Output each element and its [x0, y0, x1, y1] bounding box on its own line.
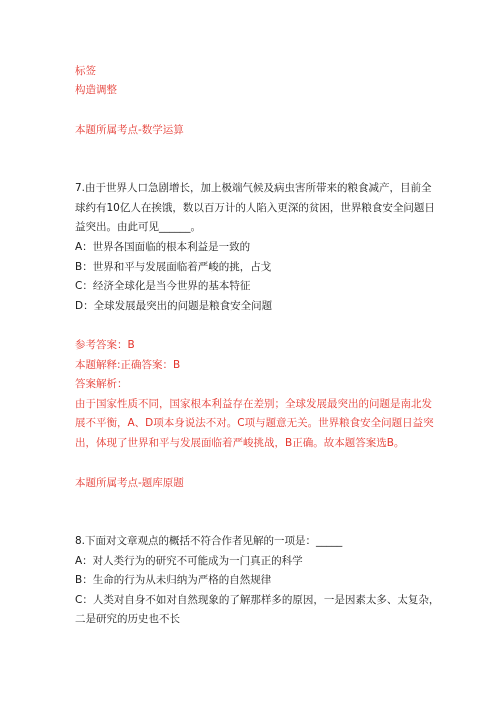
question-8-option-c-line-2: 二是研究的历史也不长	[75, 613, 180, 625]
explanation-answer: 本题解释:正确答案：B	[75, 359, 181, 371]
question-7-option-b: B：世界和平与发展面临着严峻的挑，占戈	[75, 261, 272, 273]
question-7-stem-line-3: 益突出。由此可见______。	[75, 221, 201, 233]
analysis-line-1: 由于国家性质不同，国家根本利益存在差别；全球发展最突出的问题是南北发	[75, 398, 432, 410]
analysis-line-3: 出，体现了世界和平与发展面临着严峻挑战，B正确。故本题答案选B。	[75, 437, 405, 449]
question-7-stem-line-1: 7.由于世界人口急剧增长，加上极端气候及病虫害所带来的粮食减产，目前全	[75, 182, 432, 194]
question-7-stem-line-2: 球约有10亿人在挨饿，数以百万计的人陷入更深的贫困，世界粮食安全问题日	[75, 202, 435, 214]
question-8-option-a: A：对人类行为的研究不可能成为一门真正的科学	[75, 555, 303, 567]
question-7-option-c: C：经济全球化是当今世界的基本特征	[75, 280, 251, 292]
question-8-option-b: B：生命的行为从未归纳为严格的自然规律	[75, 574, 272, 586]
question-8-option-c-line-1: C：人类对自身不如对自然现象的了解那样多的原因，一是因素太多、太复杂，	[75, 594, 440, 606]
tag-value: 构造调整	[75, 84, 117, 96]
question-7-exam-point: 本题所属考点-题库原题	[75, 477, 184, 489]
analysis-line-2: 展不平衡，A、D项本身说法不对。C项与题意无关。世界粮食安全问题日益突	[75, 417, 434, 429]
exam-point-label: 本题所属考点-数学运算	[75, 124, 184, 136]
question-7-option-a: A：世界各国面临的根本利益是一致的	[75, 241, 251, 253]
reference-answer: 参考答案：B	[75, 339, 135, 351]
analysis-label: 答案解析：	[75, 378, 128, 390]
question-8-stem: 8.下面对文章观点的概括不符合作者见解的一项是：_____	[75, 535, 343, 547]
tag-label: 标签	[75, 65, 96, 77]
question-7-option-d: D：全球发展最突出的问题是粮食安全问题	[75, 300, 273, 312]
